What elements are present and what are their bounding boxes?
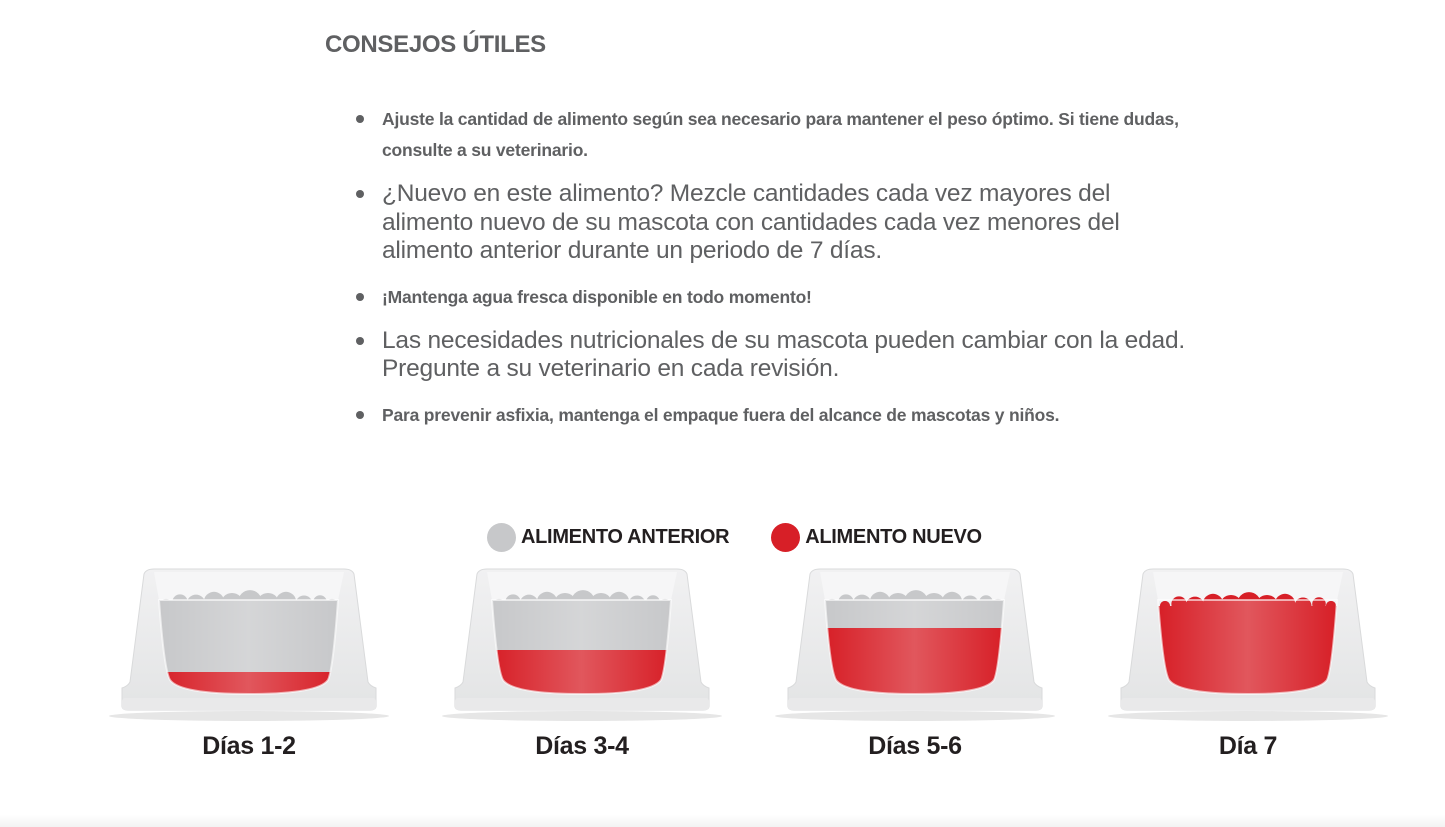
bowl-day-7	[1103, 560, 1393, 765]
legend-old-food-label: ALIMENTO ANTERIOR	[521, 526, 730, 548]
bowl-days-3-4-label: Días 3-4	[535, 732, 629, 760]
bowl-illustration	[1103, 560, 1393, 725]
new-food-swatch-icon	[771, 523, 800, 552]
tip-transition: ¿Nuevo en este alimento? Mezcle cantidades cada vez mayores del alimento nuevo de su mascota con cantidades cada vez menores del alimento anterior durante un periodo de 7 días.	[356, 180, 1186, 266]
bowl-shadow	[442, 711, 722, 721]
bottom-fade	[0, 815, 1445, 827]
legend-new-food	[771, 523, 982, 552]
old-food-swatch-icon	[487, 523, 516, 552]
bowl-illustration	[104, 560, 394, 725]
food-legend	[487, 523, 1024, 552]
page-title: CONSEJOS ÚTILES	[325, 31, 546, 58]
bowl-days-5-6-label: Días 5-6	[868, 732, 962, 760]
tip-water: ¡Mantenga agua fresca disponible en todo momento!	[356, 282, 1186, 313]
bowl-days-3-4	[437, 560, 727, 765]
tip-weight: Ajuste la cantidad de alimento según sea necesario para mantener el peso óptimo. Si tiene dudas, consulte a su veterinario.	[356, 104, 1186, 166]
bowl-shadow	[1108, 711, 1388, 721]
bowl-days-1-2-label: Días 1-2	[202, 732, 296, 760]
bowl-shadow	[775, 711, 1055, 721]
legend-new-food-label: ALIMENTO NUEVO	[805, 526, 982, 548]
bowl-days-1-2	[104, 560, 394, 765]
bowl-days-5-6	[770, 560, 1060, 765]
tips-list	[356, 104, 1186, 445]
tip-choking: Para prevenir asfixia, mantenga el empaque fuera del alcance de mascotas y niños.	[356, 400, 1186, 431]
bowl-illustration	[770, 560, 1060, 725]
bowl-illustration	[437, 560, 727, 725]
bowl-day-7-label: Día 7	[1218, 732, 1278, 760]
bowl-shadow	[109, 711, 389, 721]
legend-old-food	[487, 523, 729, 552]
tip-nutrition: Las necesidades nutricionales de su mascota pueden cambiar con la edad. Pregunte a su veterinario en cada revisión.	[356, 327, 1186, 384]
